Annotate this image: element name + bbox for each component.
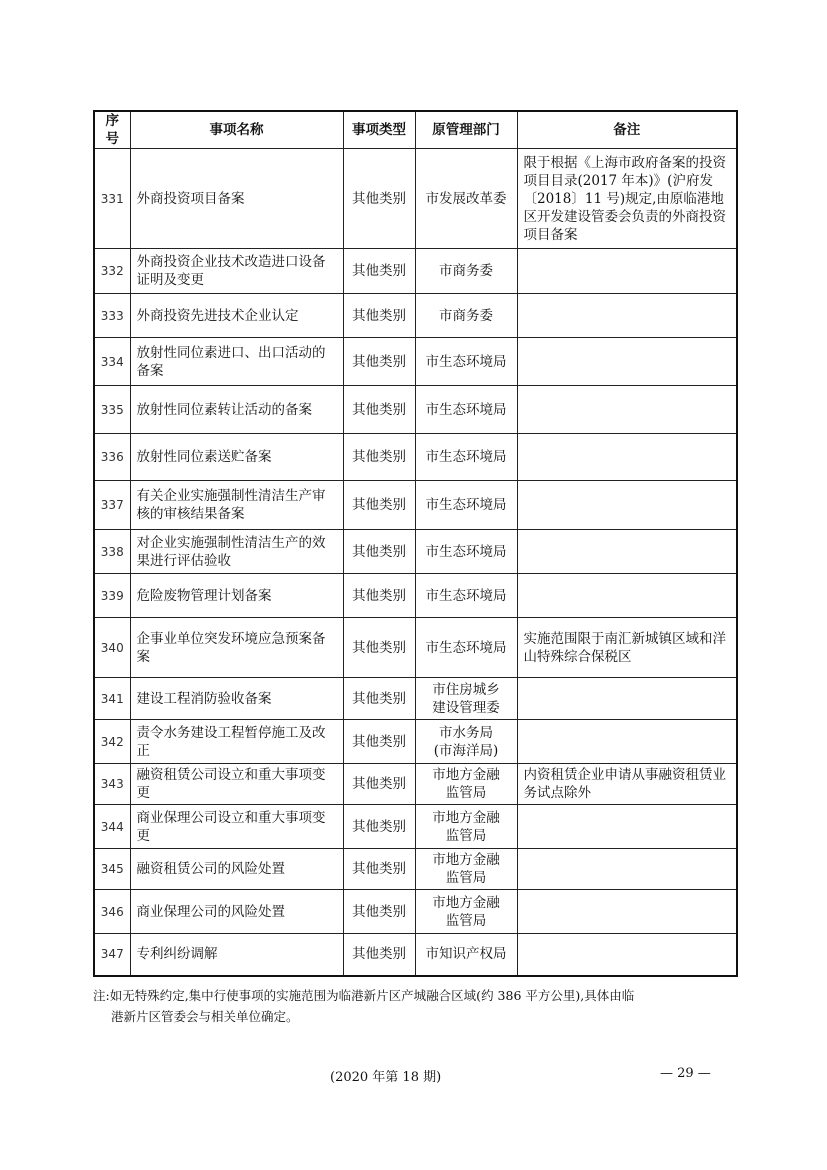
item-type: 其他类别 <box>343 805 415 849</box>
remarks <box>517 530 737 574</box>
item-type: 其他类别 <box>343 249 415 294</box>
table-row <box>94 481 737 530</box>
remarks <box>517 481 737 530</box>
row-number: 333 <box>94 294 130 338</box>
header-name: 事项名称 <box>130 111 343 149</box>
item-name: 商业保理公司的风险处置 <box>130 890 343 934</box>
row-number: 332 <box>94 249 130 294</box>
original-department: 市知识产权局 <box>415 934 517 976</box>
original-department: 市住房城乡 建设管理委 <box>415 678 517 720</box>
row-number: 340 <box>94 618 130 678</box>
original-department: 市生态环境局 <box>415 338 517 386</box>
row-number: 339 <box>94 574 130 618</box>
remarks <box>517 849 737 890</box>
row-number: 346 <box>94 890 130 934</box>
remarks <box>517 678 737 720</box>
row-number: 331 <box>94 149 130 249</box>
item-type: 其他类别 <box>343 294 415 338</box>
table-row <box>94 294 737 338</box>
header-type: 事项类型 <box>343 111 415 149</box>
row-number: 344 <box>94 805 130 849</box>
table-row <box>94 764 737 805</box>
item-type: 其他类别 <box>343 764 415 805</box>
table-row <box>94 530 737 574</box>
item-name: 外商投资项目备案 <box>130 149 343 249</box>
footnote-line-1: 注:如无特殊约定,集中行使事项的实施范围为临港新片区产城融合区域(约 386 平方公里),具体由临 <box>93 988 635 1003</box>
item-name: 危险废物管理计划备案 <box>130 574 343 618</box>
item-name: 专利纠纷调解 <box>130 934 343 976</box>
remarks <box>517 249 737 294</box>
table-header-row <box>94 111 737 149</box>
table-row <box>94 386 737 434</box>
row-number: 338 <box>94 530 130 574</box>
original-department: 市地方金融 监管局 <box>415 849 517 890</box>
item-type: 其他类别 <box>343 678 415 720</box>
original-department: 市商务委 <box>415 294 517 338</box>
item-type: 其他类别 <box>343 386 415 434</box>
item-type: 其他类别 <box>343 618 415 678</box>
items-table <box>93 110 738 977</box>
original-department: 市发展改革委 <box>415 149 517 249</box>
footnote-line-2: 港新片区管委会与相关单位确定。 <box>111 1009 299 1024</box>
item-name: 放射性同位素送贮备案 <box>130 434 343 481</box>
item-name: 企事业单位突发环境应急预案备案 <box>130 618 343 678</box>
row-number: 342 <box>94 720 130 764</box>
original-department: 市商务委 <box>415 249 517 294</box>
item-type: 其他类别 <box>343 720 415 764</box>
header-note: 备注 <box>517 111 737 149</box>
remarks <box>517 805 737 849</box>
item-type: 其他类别 <box>343 934 415 976</box>
remarks <box>517 294 737 338</box>
item-name: 放射性同位素进口、出口活动的备案 <box>130 338 343 386</box>
page-number: — 29 — <box>660 1066 711 1081</box>
item-name: 外商投资先进技术企业认定 <box>130 294 343 338</box>
table-row <box>94 618 737 678</box>
table-row <box>94 720 737 764</box>
item-name: 对企业实施强制性清洁生产的效果进行评估验收 <box>130 530 343 574</box>
items-table-container <box>93 110 736 977</box>
table-row <box>94 934 737 976</box>
table-body <box>94 149 737 976</box>
table-row <box>94 805 737 849</box>
item-type: 其他类别 <box>343 574 415 618</box>
item-name: 外商投资企业技术改造进口设备证明及变更 <box>130 249 343 294</box>
remarks: 实施范围限于南汇新城镇区域和洋山特殊综合保税区 <box>517 618 737 678</box>
remarks: 内资租赁企业申请从事融资租赁业务试点除外 <box>517 764 737 805</box>
row-number: 341 <box>94 678 130 720</box>
item-name: 融资租赁公司设立和重大事项变更 <box>130 764 343 805</box>
table-row <box>94 434 737 481</box>
table-row <box>94 890 737 934</box>
remarks <box>517 934 737 976</box>
item-type: 其他类别 <box>343 434 415 481</box>
table-row <box>94 149 737 249</box>
row-number: 343 <box>94 764 130 805</box>
original-department: 市生态环境局 <box>415 481 517 530</box>
remarks: 限于根据《上海市政府备案的投资项目目录(2017 年本)》(沪府发〔2018〕11 号)规定,由原临港地区开发建设管委会负责的外商投资项目备案 <box>517 149 737 249</box>
item-type: 其他类别 <box>343 849 415 890</box>
item-name: 放射性同位素转让活动的备案 <box>130 386 343 434</box>
item-type: 其他类别 <box>343 530 415 574</box>
remarks <box>517 434 737 481</box>
item-type: 其他类别 <box>343 338 415 386</box>
row-number: 334 <box>94 338 130 386</box>
row-number: 347 <box>94 934 130 976</box>
original-department: 市水务局 (市海洋局) <box>415 720 517 764</box>
original-department: 市地方金融 监管局 <box>415 890 517 934</box>
original-department: 市生态环境局 <box>415 434 517 481</box>
item-type: 其他类别 <box>343 481 415 530</box>
table-row <box>94 249 737 294</box>
item-name: 融资租赁公司的风险处置 <box>130 849 343 890</box>
item-name: 商业保理公司设立和重大事项变更 <box>130 805 343 849</box>
original-department: 市生态环境局 <box>415 618 517 678</box>
table-row <box>94 678 737 720</box>
item-name: 建设工程消防验收备案 <box>130 678 343 720</box>
table-row <box>94 574 737 618</box>
row-number: 345 <box>94 849 130 890</box>
original-department: 市生态环境局 <box>415 386 517 434</box>
row-number: 337 <box>94 481 130 530</box>
item-name: 责令水务建设工程暂停施工及改正 <box>130 720 343 764</box>
footnote <box>93 985 743 1027</box>
original-department: 市生态环境局 <box>415 574 517 618</box>
item-type: 其他类别 <box>343 890 415 934</box>
remarks <box>517 720 737 764</box>
original-department: 市地方金融 监管局 <box>415 764 517 805</box>
remarks <box>517 338 737 386</box>
header-no: 序号 <box>94 111 130 149</box>
issue-label: (2020 年第 18 期) <box>330 1070 442 1085</box>
remarks <box>517 386 737 434</box>
row-number: 336 <box>94 434 130 481</box>
remarks <box>517 890 737 934</box>
remarks <box>517 574 737 618</box>
item-type: 其他类别 <box>343 149 415 249</box>
item-name: 有关企业实施强制性清洁生产审核的审核结果备案 <box>130 481 343 530</box>
row-number: 335 <box>94 386 130 434</box>
table-row <box>94 849 737 890</box>
original-department: 市生态环境局 <box>415 530 517 574</box>
table-row <box>94 338 737 386</box>
header-dept: 原管理部门 <box>415 111 517 149</box>
original-department: 市地方金融 监管局 <box>415 805 517 849</box>
